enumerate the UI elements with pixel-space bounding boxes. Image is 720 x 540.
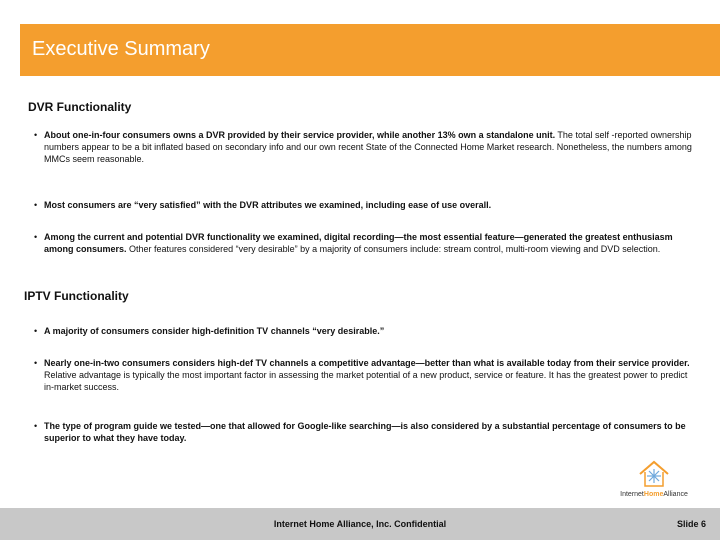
bullet-bold-text: Most consumers are “very satisfied” with the DVR attributes we examined, including ease of use overall. [44, 200, 492, 210]
bullet-icon: • [34, 358, 38, 368]
page-title: Executive Summary [32, 38, 210, 60]
section-heading-dvr: DVR Functionality [28, 100, 132, 114]
bullet-bold-text: The type of program guide we tested—one that allowed for Google-like searching—is also considered by a substantial percentage of consumers to be superior to what they have today. [44, 421, 686, 443]
bullet-bold-text: A majority of consumers consider high-definition TV channels “very desirable.” [44, 326, 385, 336]
footer-bar [0, 508, 720, 540]
list-item [34, 199, 694, 211]
bullet-icon: • [34, 232, 38, 242]
bullet-icon: • [34, 326, 38, 336]
house-icon [604, 458, 704, 490]
logo-text: InternetHomeAlliance [620, 491, 688, 498]
header-bar [20, 24, 720, 76]
list-item [34, 129, 694, 165]
bullet-bold-text: About one-in-four consumers owns a DVR provided by their service provider, while another 13% own a standalone unit. [44, 130, 556, 140]
section-heading-iptv: IPTV Functionality [24, 289, 129, 303]
bullet-icon: • [34, 130, 38, 140]
bullet-text: Relative advantage is typically the most important factor in assessing the market potential of a new product, service or feature. It has the greatest power to predict in-market success. [44, 370, 688, 392]
footer-confidential: Internet Home Alliance, Inc. Confidential [273, 519, 447, 529]
bullet-icon: • [34, 421, 38, 431]
bullet-icon: • [34, 200, 38, 210]
slide-number: Slide 6 [676, 519, 706, 529]
bullet-bold-text: Nearly one-in-two consumers considers high-def TV channels a competitive advantage—better than what is available today from their service provider. [44, 358, 690, 368]
list-item [34, 357, 694, 393]
bullet-text: Other features considered “very desirable” by a majority of consumers include: stream control, multi-room viewing and DVD selection. [126, 244, 661, 254]
logo [604, 458, 704, 504]
bullet-bold-text: Among the current and potential DVR functionality we examined, digital recording—the most essential feature—generated the greatest enthusiasm among consumers. [44, 232, 673, 254]
bullet-text: The total self -reported ownership numbers appear to be a bit inflated based on secondary info and our own recent State of the Connected Home Market research. Nonetheless, the numbers among MMCs seem reasonable. [44, 130, 692, 164]
list-item [34, 420, 694, 444]
list-item [34, 325, 694, 337]
list-item [34, 231, 694, 255]
